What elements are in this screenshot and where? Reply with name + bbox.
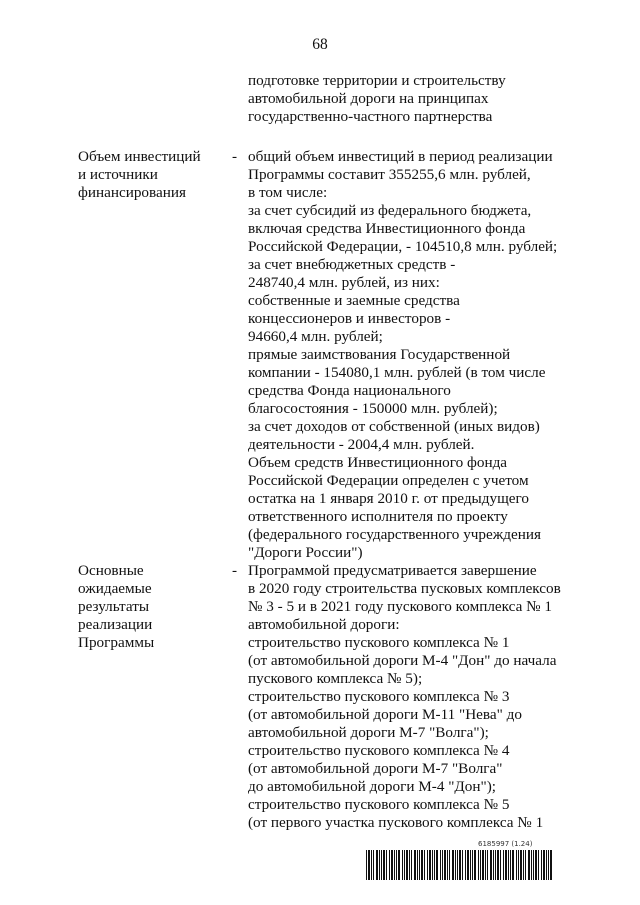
barcode-bar [366, 850, 367, 880]
section-text-line: ответственного исполнителя по проекту [248, 508, 508, 525]
barcode-bar [391, 850, 393, 880]
barcode-bar [396, 850, 397, 880]
barcode-bar [371, 850, 372, 880]
barcode-bar [467, 850, 469, 880]
barcode-bar [419, 850, 420, 880]
barcode-bar [442, 850, 443, 880]
barcode-bar [432, 850, 433, 880]
barcode-bar [459, 850, 461, 880]
barcode-bar [543, 850, 545, 880]
barcode-bar [465, 850, 466, 880]
barcode-bar [482, 850, 484, 880]
barcode-bar [406, 850, 408, 880]
barcode-bar [548, 850, 549, 880]
barcode-bar [487, 850, 488, 880]
barcode-bar [429, 850, 431, 880]
section-label-line: результаты [78, 598, 150, 615]
section-label-line: Основные [78, 562, 144, 579]
barcode-bar [394, 850, 395, 880]
section-label-line: Программы [78, 634, 155, 651]
barcode-bar [478, 850, 479, 880]
barcode-bar [452, 850, 454, 880]
barcode-bar [421, 850, 423, 880]
section-text-line: автомобильной дороги: [248, 616, 400, 633]
barcode-bar [474, 850, 476, 880]
section-text-line: строительство пускового комплекса № 4 [248, 742, 510, 759]
section-dash: - [232, 148, 238, 165]
barcode-number: 6185997 (1.24) [478, 840, 533, 848]
barcode-bar [480, 850, 481, 880]
section-text-line: остатка на 1 января 2010 г. от предыдущего [248, 490, 529, 507]
section-text-line: № 3 - 5 и в 2021 году пускового комплекса № 1 [248, 598, 552, 615]
barcode-bar [516, 850, 517, 880]
barcode-bar [523, 850, 524, 880]
barcode-bar [444, 850, 446, 880]
section-text-line: Программы составит 355255,6 млн. рублей, [248, 166, 531, 183]
section-text-line: строительство пускового комплекса № 1 [248, 634, 510, 651]
section-text-line: автомобильной дороги М-7 "Волга"); [248, 724, 489, 741]
barcode-bar [449, 850, 450, 880]
barcode-bar [512, 850, 514, 880]
section-text-line: пускового комплекса № 5); [248, 670, 423, 687]
barcode-bar [493, 850, 494, 880]
barcode-bar [495, 850, 496, 880]
section-text-line: компании - 154080,1 млн. рублей (в том числе [248, 364, 546, 381]
section-text-line: Российской Федерации, - 104510,8 млн. рублей; [248, 238, 558, 255]
barcode-bar [472, 850, 473, 880]
barcode-bar [404, 850, 405, 880]
section-text-line: собственные и заемные средства [248, 292, 460, 309]
barcode-bar [510, 850, 511, 880]
section-text-line: Программой предусматривается завершение [248, 562, 537, 579]
section-text-line: прямые заимствования Государственной [248, 346, 511, 363]
barcode-bar [490, 850, 492, 880]
barcode-bar [508, 850, 509, 880]
barcode-bar [381, 850, 382, 880]
barcode-bar [497, 850, 499, 880]
section-text-line: Российской Федерации определен с учетом [248, 472, 529, 489]
barcode-bar [383, 850, 385, 880]
barcode-bar [409, 850, 410, 880]
barcode-bar [503, 850, 504, 880]
section-text-line: "Дороги России") [248, 544, 363, 561]
section-text-line: до автомобильной дороги М-4 "Дон"); [248, 778, 496, 795]
barcode-bar [434, 850, 435, 880]
barcode [366, 850, 556, 880]
barcode-bar [520, 850, 522, 880]
section-text-line: Объем средств Инвестиционного фонда [248, 454, 508, 471]
section-text-line: за счет доходов от собственной (иных видов) [248, 418, 540, 435]
barcode-bar [398, 850, 400, 880]
barcode-bar [505, 850, 507, 880]
section-text-line: (от первого участка пускового комплекса № 1 [248, 814, 544, 831]
barcode-bar [417, 850, 418, 880]
barcode-bar [440, 850, 441, 880]
barcode-bar [436, 850, 438, 880]
barcode-bar [485, 850, 486, 880]
barcode-bar [457, 850, 458, 880]
section-text-line: 248740,4 млн. рублей, из них: [248, 274, 440, 291]
barcode-bar [470, 850, 471, 880]
section-text-line: средства Фонда национального [248, 382, 451, 399]
section-text-line: благосостояния - 150000 млн. рублей); [248, 400, 498, 417]
section-label-line: и источники [78, 166, 158, 183]
section-text-line: за счет внебюджетных средств - [248, 256, 456, 273]
intro-line: подготовке территории и строительству [248, 72, 506, 89]
barcode-bar [538, 850, 539, 880]
intro-line: автомобильной дороги на принципах [248, 90, 489, 107]
section-text-line: (от автомобильной дороги М-4 "Дон" до начала [248, 652, 557, 669]
barcode-bar [550, 850, 552, 880]
section-text-line: в 2020 году строительства пусковых комплексов [248, 580, 561, 597]
barcode-bar [533, 850, 534, 880]
barcode-bar [389, 850, 390, 880]
barcode-bar [528, 850, 530, 880]
section-text-line: деятельности - 2004,4 млн. рублей. [248, 436, 475, 453]
section-label-line: Объем инвестиций [78, 148, 201, 165]
section-text-line: за счет субсидий из федерального бюджета, [248, 202, 532, 219]
section-text-line: в том числе: [248, 184, 328, 201]
barcode-bar [462, 850, 463, 880]
barcode-bar [414, 850, 416, 880]
barcode-bar [402, 850, 403, 880]
barcode-bar [427, 850, 428, 880]
barcode-bar [455, 850, 456, 880]
section-text-line: (от автомобильной дороги М-7 "Волга" [248, 760, 503, 777]
section-label-line: реализации [78, 616, 153, 633]
section-text-line: (федерального государственного учреждения [248, 526, 541, 543]
section-label-line: финансирования [78, 184, 186, 201]
barcode-bar [376, 850, 378, 880]
barcode-bar [368, 850, 370, 880]
section-dash: - [232, 562, 238, 579]
intro-line: государственно-частного партнерства [248, 108, 493, 125]
section-text-line: 94660,4 млн. рублей; [248, 328, 383, 345]
section-text-line: строительство пускового комплекса № 3 [248, 688, 510, 705]
barcode-bar [531, 850, 532, 880]
barcode-bar [386, 850, 387, 880]
section-text-line: концессионеров и инвесторов - [248, 310, 451, 327]
barcode-bar [447, 850, 448, 880]
section-text-line: (от автомобильной дороги М-11 "Нева" до [248, 706, 522, 723]
barcode-bar [411, 850, 412, 880]
barcode-bar [525, 850, 526, 880]
barcode-bar [546, 850, 547, 880]
barcode-bar [379, 850, 380, 880]
barcode-bar [541, 850, 542, 880]
section-text-line: общий объем инвестиций в период реализации [248, 148, 553, 165]
barcode-bar [500, 850, 501, 880]
section-label-line: ожидаемые [78, 580, 152, 597]
section-text-line: строительство пускового комплекса № 5 [248, 796, 510, 813]
page-number: 68 [312, 36, 328, 53]
barcode-bar [373, 850, 374, 880]
barcode-bar [518, 850, 519, 880]
section-text-line: включая средства Инвестиционного фонда [248, 220, 526, 237]
barcode-bar [535, 850, 537, 880]
barcode-bar [424, 850, 425, 880]
